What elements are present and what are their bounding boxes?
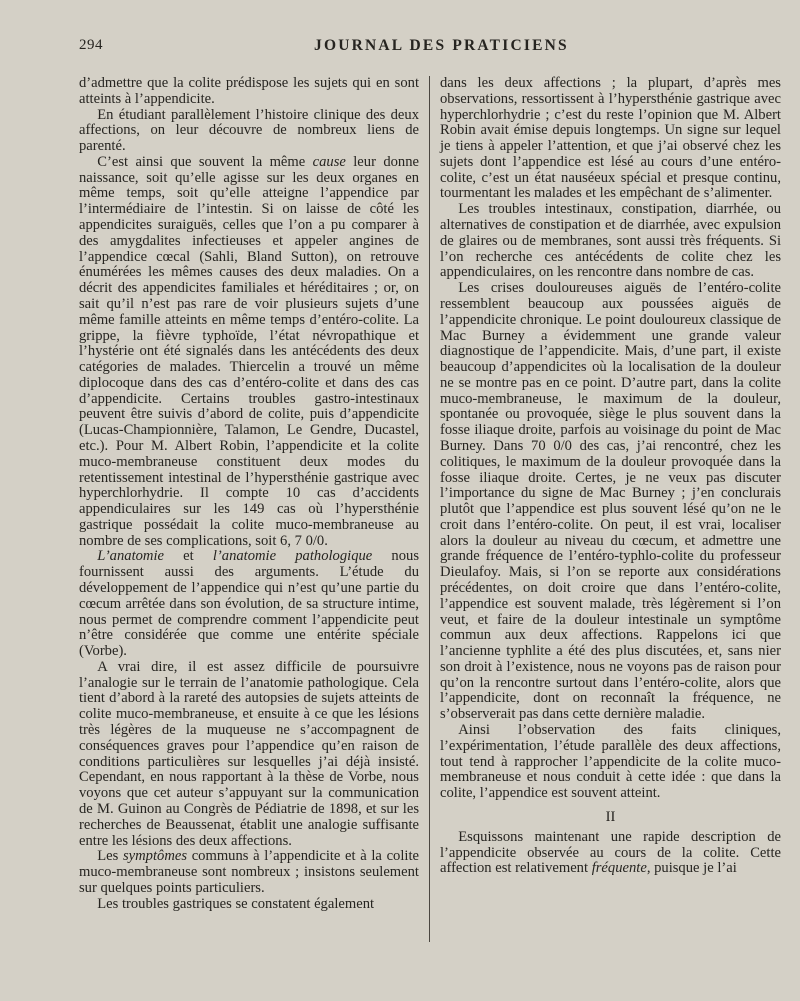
paragraph: Les troubles gastriques se constatent également bbox=[97, 895, 375, 912]
column-divider bbox=[429, 76, 430, 942]
paragraph: C’est ainsi que souvent la même cause leur donne naissance, soit qu’elle agisse sur les deux organes en même temps, soit qu’elle atteigne l’appendice par l’intermédiaire de l’intestin. Si on laisse de côté les appendicites suraiguës, celles que l’on a pu comparer à des amygdalites infectieuses et appeler angines de l’appendice cœcal (Sahli, Bland Sutton), on retrouve énumérées les mêmes causes des deux maladies. On a décrit des appendicites familiales et héréditaires ; or, on sait qu’il n’est pas rare de voir plusieurs sujets d’une même famille atteints en même temps d’entéro-colite. La grippe, la fièvre typhoïde, l’état névropathique et l’hystérie ont été signalés dans les antécédents des deux catégories de malades. Thiercelin a trouvé un même diplocoque dans des cas d’entéro-colite et dans des cas d’appendicite. Certains troubles gastro-intestinaux peuvent être suivis d’abord de colite, puis d’appendicite (Lucas-Championnière, Talamon, Le Gendre, Ducastel, etc.). Pour M. Albert Robin, l’appendicite et la colite muco-membraneuse constituent deux modes du retentissement intestinal de l’hypersthénie gastrique avec hyperchlorhydrie. Il compte 10 cas d’accidents appendiculaires sur les 149 cas où l’hypersthénie gastrique possédait la colite muco-membraneuse au nombre de ses complications, soit 6, 7 0/0. bbox=[79, 153, 419, 549]
paragraph: dans les deux affections ; la plupart, d’après mes observations, ressortissent à l’hypersthénie gastrique avec hyperchlorhydrie ; c’est du reste l’opinion que M. Albert Robin avait émise depuis longtemps. Un signe sur lequel je tiens à appeler l’attention, et que j’ai observé chez les sujets dont l’appendice est lésé au cours d’une entéro-colite, c’est un état nauséeux spécial et presque continu, tourmentant les malades et les empêchant de s’alimenter. bbox=[440, 75, 781, 202]
paragraph: d’admettre que la colite prédispose les sujets qui en sont atteints à l’appendicite. bbox=[79, 75, 419, 107]
section-heading: II bbox=[605, 808, 616, 825]
right-column bbox=[440, 76, 781, 877]
paragraph: Ainsi l’observation des faits cliniques, l’expérimentation, l’étude parallèle des deux affections, tout tend à rapprocher l’appendicite de la colite muco-membraneuse et nous conduit à cette idée : que dans la colite, l’appendice est souvent atteint. bbox=[440, 722, 781, 802]
paragraph: Les troubles intestinaux, constipation, diarrhée, ou alternatives de constipation et de diarrhée, avec expulsion de glaires ou de membranes, sont aussi très fréquents. Si l’on recherche ces antécédents de colite chez les appendiculaires, on les rencontre dans nombre de cas. bbox=[440, 201, 781, 281]
page-number: 294 bbox=[79, 37, 103, 53]
paragraph: Les crises douloureuses aiguës de l’entéro-colite ressemblent beaucoup aux poussées aiguës de l’appendicite chronique. Le point douloureux classique de Mac Burney a évidemment une grande valeur diagnostique de l’appendicite. Mais, d’une part, il existe beaucoup d’appendicites où la localisation de la douleur ne se montre pas en ce point. D’autre part, dans la colite muco-membraneuse, le maximum de la douleur, spontanée ou provoquée, siège le plus souvent dans la fosse iliaque droite, parfois au voisinage du point de Mac Burney. Dans 70 0/0 des cas, j’ai rencontré, chez les colitiques, le maximum de la douleur provoquée dans la fosse iliaque droite. Certes, je ne veux pas discuter l’importance du signe de Mac Burney ; j’en conclurais plutôt que l’appendice est plus souvent lésé qu’on ne le croit dans l’entéro-colite. On peut, il est vrai, localiser alors la douleur au niveau du cœcum, et admettre une grande fréquence de l’entéro-typhlo-colite du professeur Dieulafoy. Mais, si l’on se reporte aux considérations précédentes, on doit croire que dans l’entéro-colite, l’appendice est souvent malade, très légèrement si l’on veut, et faire de la douleur intestinale un symptôme commun aux deux affections. Rappelons ici que l’ancienne typhlite a été des plus discutées, et, sans nier son droit à l’existence, nous ne voyons pas de raison pour qu’on la rencontre surtout dans l’entéro-colite, alors que l’appendicite, dont on reconnaît la fréquence, ne s’observerait pas dans cette dernière maladie. bbox=[440, 280, 781, 723]
paragraph: Les symptômes communs à l’appendicite et à la colite muco-membraneuse sont nombreux ; insistons seulement sur quelques points particuliers. bbox=[79, 848, 419, 896]
running-header bbox=[0, 37, 800, 59]
paragraph: A vrai dire, il est assez difficile de poursuivre l’analogie sur le terrain de l’anatomie pathologique. Cela tient d’abord à la rareté des autopsies de sujets atteints de colite muco-membraneuse, et ensuite à ce que les lésions très légères de la muqueuse ne s’accompagnent de conséquences graves pour l’appendice qu’en raison de conditions particulières sur lesquelles j’ai déjà insisté. Cependant, en nous rapportant à la thèse de Vorbe, nous voyons que cet auteur s’appuyant sur la communication de M. Guinon au Congrès de Pédiatrie de 1898, et sur les recherches de Beaussenat, établit une analogie suffisante entre les lésions des deux affections. bbox=[79, 658, 419, 849]
paragraph: L’anatomie et l’anatomie pathologique nous fournissent aussi des arguments. L’étude du développement de l’appendice qui n’est qu’une partie du cœcum arrêtée dans son évolution, de sa structure intime, nous permet de comprendre comment l’appendicite peut n’être considérée que comme une entérite spéciale (Vorbe). bbox=[79, 548, 419, 660]
paragraph: Esquissons maintenant une rapide description de l’appendicite observée au cours de la colite. Cette affection est relativement fréquente, puisque je l’ai bbox=[440, 828, 781, 877]
paragraph: En étudiant parallèlement l’histoire clinique des deux affections, on leur découvre de nombreux liens de parenté. bbox=[79, 106, 419, 155]
left-column bbox=[79, 76, 419, 912]
journal-title: JOURNAL DES PRATICIENS bbox=[314, 37, 569, 54]
